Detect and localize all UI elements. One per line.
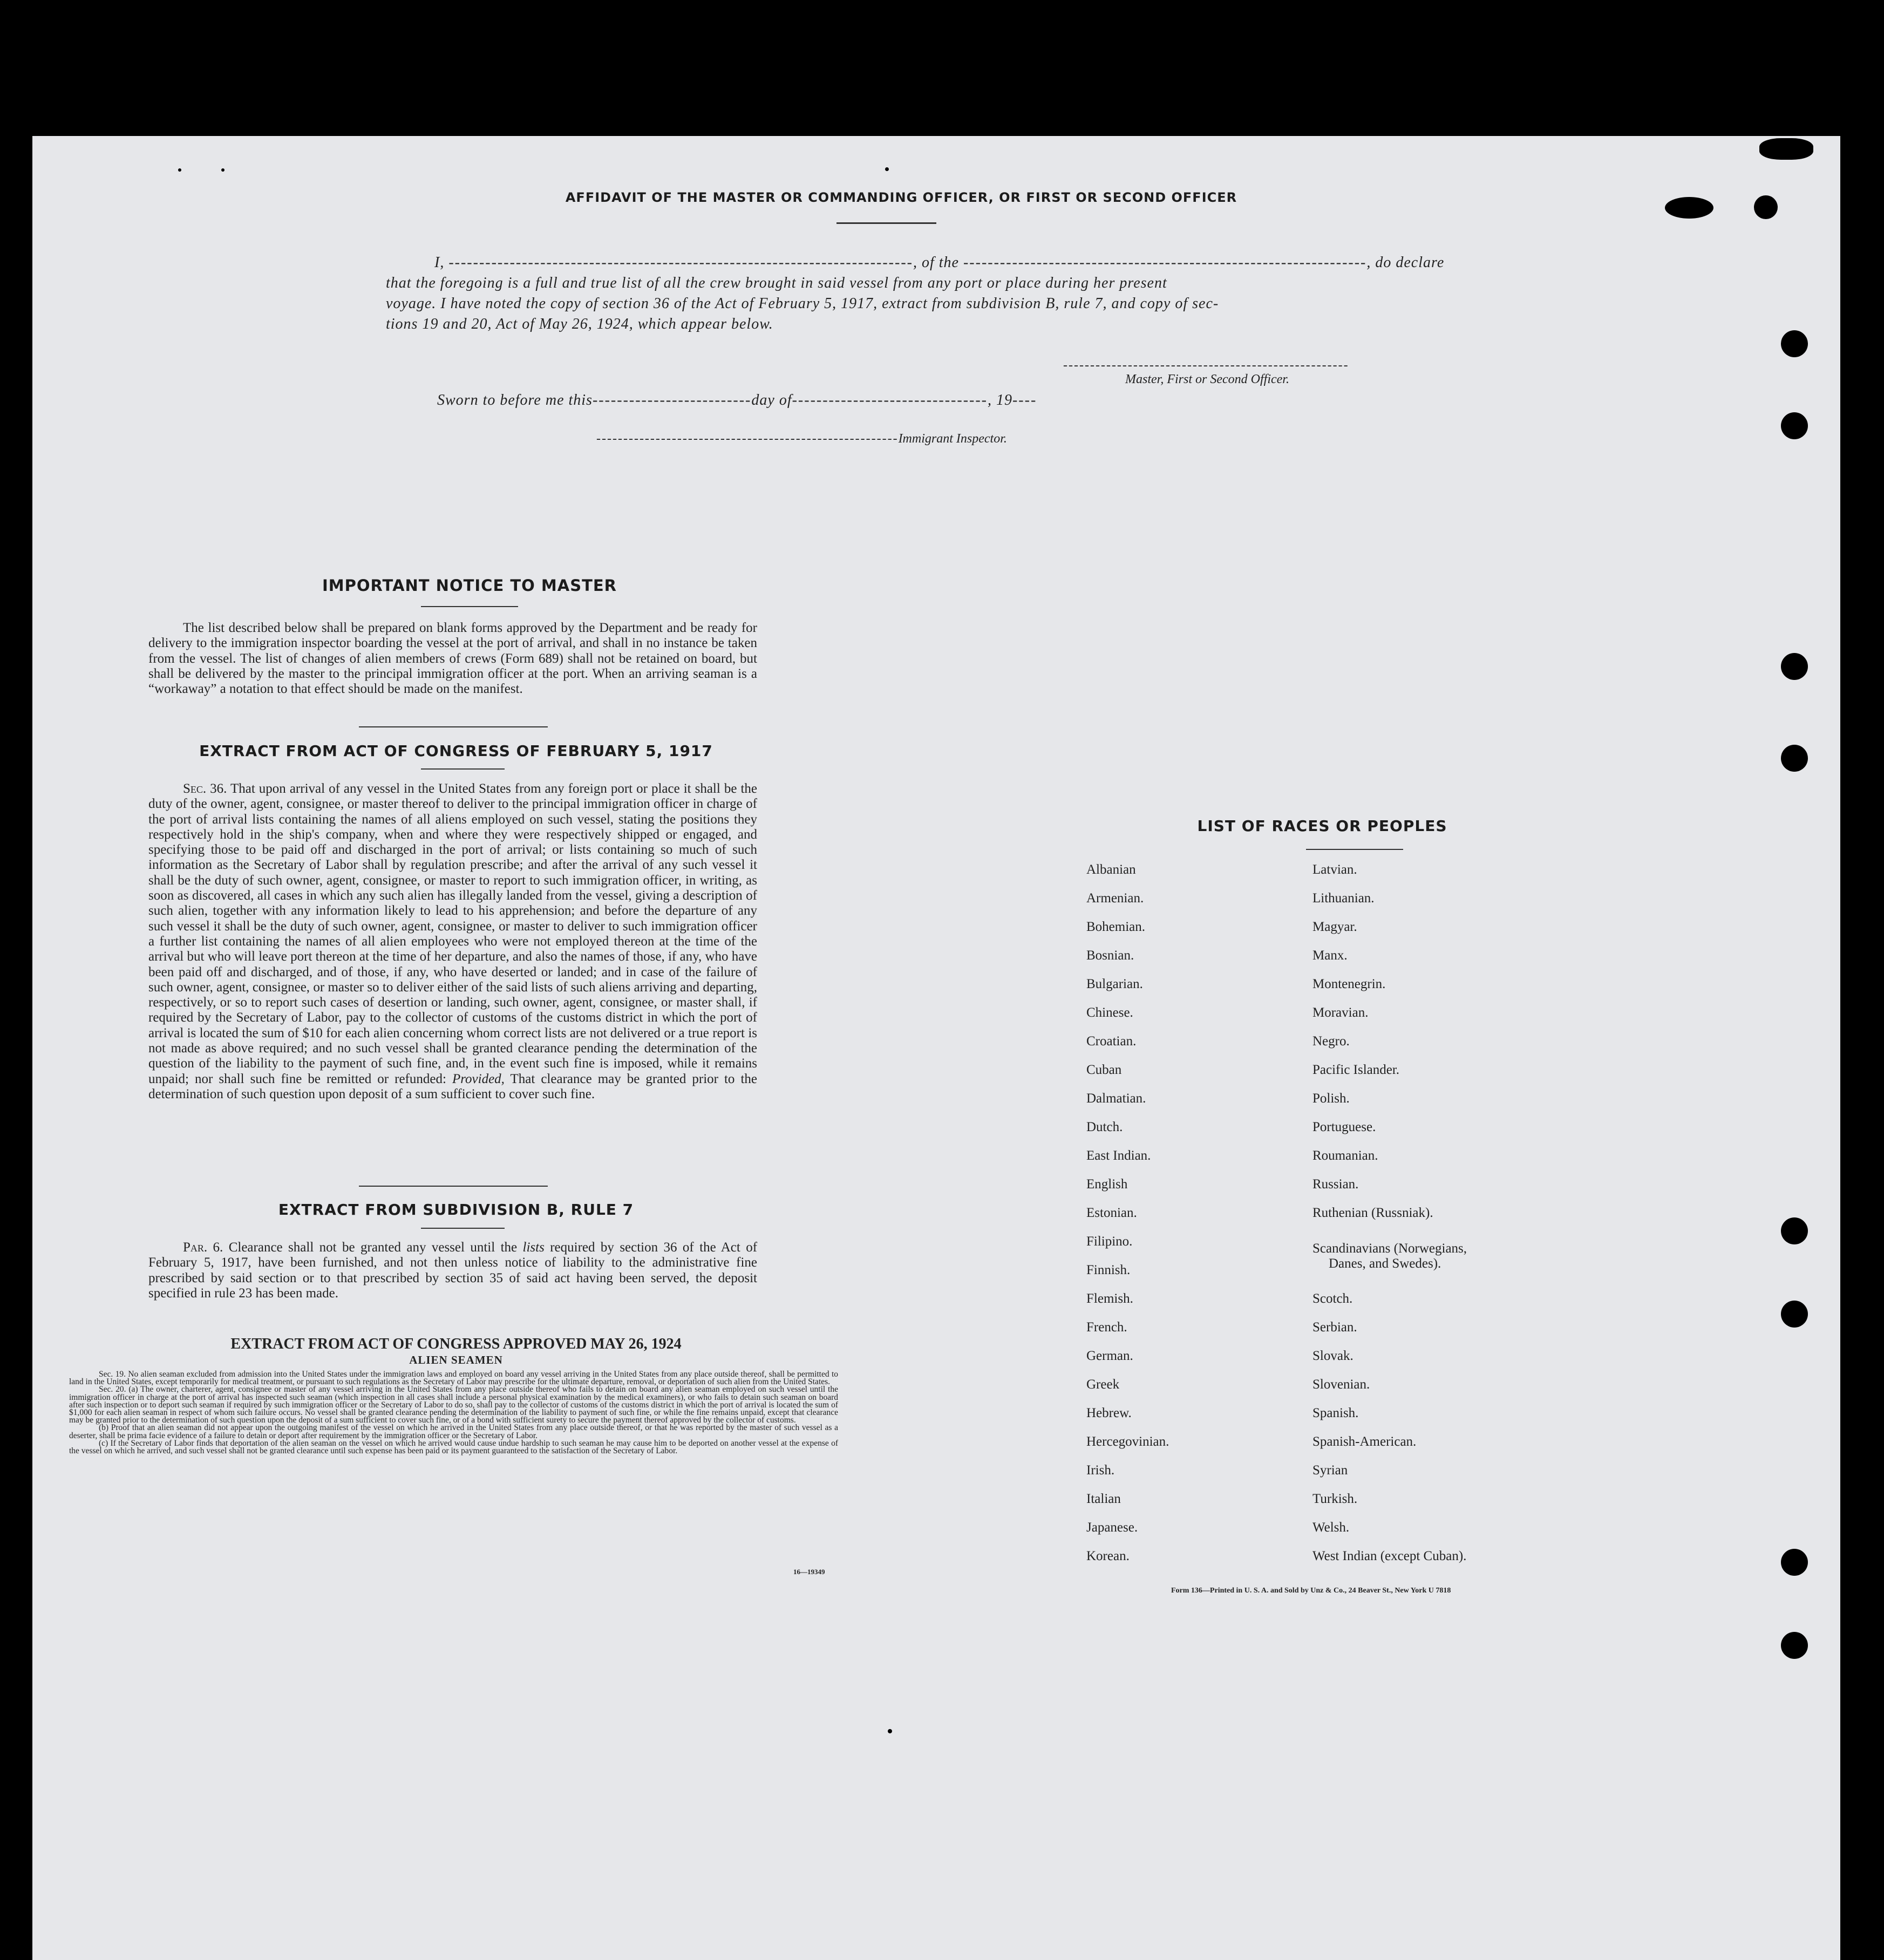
race-item: Syrian: [1312, 1463, 1348, 1478]
race-item: Latvian.: [1312, 862, 1357, 877]
race-item: Portuguese.: [1312, 1120, 1376, 1134]
race-item: Japanese.: [1086, 1520, 1138, 1535]
race-item: Welsh.: [1312, 1520, 1350, 1535]
speck: [888, 1729, 892, 1733]
race-item: Moravian.: [1312, 1005, 1369, 1020]
race-item: Albanian: [1086, 862, 1136, 877]
races-left-column: [1086, 862, 1291, 1585]
paragraph-text: Clearance shall not be granted any vessel until the: [228, 1240, 518, 1255]
of-the-label: , of the: [913, 254, 959, 271]
section-label: Sec. 36.: [183, 781, 227, 796]
section-19: Sec. 19. No alien seaman excluded from admission into the United States under the immigration laws and employed on board any vessel arriving in the United States from any place outside thereof, shall be permitted to land in the United States, except temporarily for medical treatment, or pursuant to such regulations as the Secretary of Labor may prescribe for the ultimate departure, removal, or deportation of such alien from the United States.: [69, 1370, 838, 1387]
race-item: Dutch.: [1086, 1120, 1123, 1134]
race-item: French.: [1086, 1320, 1127, 1335]
sworn-line: [437, 392, 1037, 409]
race-item: Croatian.: [1086, 1034, 1137, 1049]
race-item: Lithuanian.: [1312, 891, 1375, 906]
race-item: Polish.: [1312, 1091, 1350, 1106]
race-item: Bulgarian.: [1086, 977, 1143, 991]
race-item: Korean.: [1086, 1549, 1130, 1563]
extract-1924-title: EXTRACT FROM ACT OF CONGRESS APPROVED MAY 26, 1924: [230, 1336, 682, 1352]
inspector-line: [596, 432, 1007, 446]
year-label: , 19: [987, 392, 1012, 409]
race-item: Flemish.: [1086, 1291, 1133, 1306]
corner-tear: [1759, 138, 1813, 160]
inspector-label: Immigrant Inspector.: [898, 432, 1007, 446]
paragraph-label: Par. 6.: [183, 1240, 223, 1255]
section-text: That upon arrival of any vessel in the United States from any foreign port or place it shall be the duty of the owner, agent, consignee, or master thereof to deliver to the principal immigration officer in charge of the port of arrival lists containing the names of all aliens employed on such vessel, stating the positions they respectively hold in the ship's company, when and where they were respectively shipped or engaged, and specifying those to be paid off and discharged in the port of arrival; or lists containing so much of such information as the Secretary of Labor shall by regulation prescribe; and after the arrival of any such vessel it shall be the duty of such owner, agent, consignee, or master to report to such immigration officer, in writing, as soon as discovered, all cases in which any such alien has illegally landed from the vessel, giving a description of such alien, together with any information likely to lead to his apprehension; and before the departure of any such vessel it shall be the duty of such owner, agent, consignee, or master to deliver to such immigration officer a further list containing the names of all alien employees who were not employed thereon at the time of the arrival but who will leave port thereon at the time of her departure, and also the names of those, if any, who have been paid off and discharged, and of those, if any, who have deserted or landed; and in case of the failure of such owner, agent, consignee, or master so to deliver either of the said lists of such aliens arriving and departing, respectively, or so to report such cases of desertion or landing, such owner, agent, consignee, or master shall, if required by the Secretary of Labor, pay to the collector of customs of the customs district in which the port of arrival is located the sum of $10 for each alien concerning whom correct lists are not delivered or a true report is not made as above required; and no such vessel shall be granted clearance pending the determination of the question of the liability to the payment of such fine, and, in the event such fine is imposed, while it remains unpaid; nor shall such fine be remitted or refunded:: [148, 781, 757, 1086]
punch-hole: [1781, 1632, 1808, 1659]
race-item: Magyar.: [1312, 920, 1357, 934]
punch-hole: [1781, 653, 1808, 680]
race-item: English: [1086, 1177, 1128, 1192]
affidavit-line: tions 19 and 20, Act of May 26, 1924, which appear below.: [386, 316, 773, 332]
race-item: Estonian.: [1086, 1206, 1137, 1220]
race-item: Spanish.: [1312, 1406, 1359, 1420]
master-signature-label: Master, First or Second Officer.: [1125, 372, 1289, 386]
speck: [885, 167, 889, 171]
race-item: Dalmatian.: [1086, 1091, 1146, 1106]
section-20a: Sec. 20. (a) The owner, charterer, agent, consignee or master of any vessel arriving in the United States from any place outside thereof who fails to detain on board any alien seaman employed on such vessel until the immigration officer in charge at the port of arrival has inspected such seaman (which inspection in all cases shall include a personal physical examination by the medical examiners), or who fails to detain such seaman on board after such inspection or to deport such seaman if required by such immigration officer or the Secretary of Labor to do so, shall pay to the collector of customs of the customs district in which the port of arrival is located the sum of $1,000 for each alien seaman in respect of whom such failure occurs. No vessel shall be granted clearance pending the determination of the liability to payment of such fine, or while the fine remains unpaid, except that clearance may be granted prior to the determination of such question upon the deposit of a sum sufficient to cover such fine, or of a bond with sufficient surety to secure the payment thereof approved by the collector of customs.: [69, 1385, 838, 1425]
affidavit-line: that the foregoing is a full and true list of all the crew brought in said vessel from any port or place during her present: [386, 275, 1167, 291]
section-20c: (c) If the Secretary of Labor finds that deportation of the alien seaman on the vessel on which he arrived would cause undue hardship to such seaman he may cause him to be deported on another vessel at the expense of the vessel on which he arrived, and such vessel shall not be granted clearance until such expense has been paid or its payment guaranteed to the satisfaction of the Secretary of Labor.: [69, 1438, 838, 1456]
extract-1924-text: [69, 1371, 838, 1455]
race-item: Negro.: [1312, 1034, 1350, 1049]
extract-rule7-title: EXTRACT FROM SUBDIVISION B, RULE 7: [278, 1201, 634, 1219]
year-field[interactable]: ----: [1012, 392, 1037, 409]
ink-blot: [1665, 197, 1713, 219]
inspector-signature-field[interactable]: --------------------------------------------------------: [596, 432, 899, 446]
divider: [421, 606, 518, 607]
race-item: Bohemian.: [1086, 920, 1146, 934]
race-item: Chinese.: [1086, 1005, 1133, 1020]
punch-hole: [1781, 1549, 1808, 1576]
race-item: Greek: [1086, 1377, 1120, 1392]
race-item: Slovenian.: [1312, 1377, 1370, 1392]
form-code: 16—19349: [793, 1568, 825, 1576]
form-footer: Form 136—Printed in U. S. A. and Sold by Unz & Co., 24 Beaver St., New York U 7818: [1171, 1587, 1451, 1595]
race-item: West Indian (except Cuban).: [1312, 1549, 1467, 1563]
race-item: Italian: [1086, 1492, 1121, 1506]
month-field[interactable]: --------------------------------: [792, 392, 988, 409]
divider: [421, 1228, 505, 1229]
divider: [359, 1186, 548, 1187]
extract-rule7-text: [148, 1240, 757, 1301]
alien-seamen-subtitle: ALIEN SEAMEN: [409, 1353, 503, 1366]
race-item: Scandinavians (Norwegians,: [1312, 1241, 1467, 1256]
race-item: Russian.: [1312, 1177, 1359, 1192]
punch-hole: [1781, 1217, 1808, 1244]
speck: [178, 168, 181, 172]
race-item: German.: [1086, 1349, 1133, 1363]
name-field[interactable]: ----------------------------------------------------------------------------: [448, 254, 913, 271]
race-item: Danes, and Swedes).: [1329, 1256, 1441, 1271]
race-item: East Indian.: [1086, 1148, 1151, 1163]
race-item: Bosnian.: [1086, 948, 1134, 963]
races-title: LIST OF RACES OR PEOPLES: [1197, 817, 1447, 835]
punch-hole: [1781, 745, 1808, 772]
sworn-label: Sworn to before me this: [437, 392, 593, 409]
affidavit-line: voyage. I have noted the copy of section 36 of the Act of February 5, 1917, extract from subdivision B, rule 7, and copy of sec-: [386, 295, 1219, 312]
race-item: Serbian.: [1312, 1320, 1357, 1335]
race-item: Pacific Islander.: [1312, 1063, 1400, 1077]
notice-text: The list described below shall be prepared on blank forms approved by the Department and be ready for delivery to the immigration inspector boarding the vessel at the port of arrival, and shall in no instance be taken from the vessel. The list of changes of alien members of crews (Form 689) shall not be retained on board, but shall be delivered by the master to the principal immigration officer at the port. When an arriving seaman is a “workaway” a notation to that effect should be made on the manifest.: [148, 621, 757, 697]
section-text-end: That clearance may be granted prior to the determination of such question upon deposit of a sum sufficient to cover such fine.: [148, 1071, 758, 1101]
race-item: Irish.: [1086, 1463, 1115, 1478]
i-label: I,: [434, 254, 445, 271]
divider: [1306, 849, 1403, 850]
provided-label: Provided,: [452, 1071, 505, 1086]
race-item: Filipino.: [1086, 1234, 1133, 1249]
race-item: Manx.: [1312, 948, 1348, 963]
lists-term: lists: [522, 1240, 545, 1255]
race-item: Hebrew.: [1086, 1406, 1132, 1420]
race-item: Cuban: [1086, 1063, 1122, 1077]
punch-hole: [1754, 195, 1778, 219]
race-item: Turkish.: [1312, 1492, 1358, 1506]
do-declare-label: , do declare: [1366, 254, 1445, 271]
race-item: Montenegrin.: [1312, 977, 1386, 991]
vessel-field[interactable]: ------------------------------------------------------------------: [963, 254, 1367, 271]
affidavit-title: AFFIDAVIT OF THE MASTER OR COMMANDING OFFICER, OR FIRST OR SECOND OFFICER: [565, 190, 1237, 205]
day-of-label: day of: [751, 392, 792, 409]
race-item: Ruthenian (Russniak).: [1312, 1206, 1433, 1220]
day-field[interactable]: --------------------------: [592, 392, 752, 409]
section-20b: (b) Proof that an alien seaman did not appear upon the outgoing manifest of the vessel on which he arrived in the United States from any place outside thereof, or that he was reported by the master of such vessel as a deserter, shall be prima facie evidence of a failure to detain or deport after requirement by the immigration officer or the Secretary of Labor.: [69, 1423, 838, 1440]
race-item: Hercegovinian.: [1086, 1434, 1169, 1449]
speck: [221, 168, 225, 172]
races-right-column: [1312, 862, 1572, 1585]
punch-hole: [1781, 412, 1808, 439]
master-signature-line[interactable]: -----------------------------------------------------: [1063, 358, 1349, 372]
notice-title: IMPORTANT NOTICE TO MASTER: [322, 576, 617, 595]
affidavit-text: [386, 253, 1445, 335]
divider: [421, 768, 505, 770]
divider: [836, 222, 936, 224]
divider: [359, 726, 548, 727]
punch-hole: [1781, 330, 1808, 357]
race-item: Spanish-American.: [1312, 1434, 1417, 1449]
paragraph-text-end: required by section 36 of the Act of February 5, 1917, have been furnished, and not then unless notice of liability to the administrative fine prescribed by said section or to that prescribed by section 35 of said act having been served, the deposit specified in rule 23 has been made.: [148, 1240, 758, 1301]
extract-1917-text: [148, 781, 757, 1102]
race-item: Roumanian.: [1312, 1148, 1378, 1163]
punch-hole: [1781, 1301, 1808, 1328]
race-item: Slovak.: [1312, 1349, 1354, 1363]
race-item: Armenian.: [1086, 891, 1144, 906]
race-item: Finnish.: [1086, 1263, 1131, 1277]
extract-1917-title: EXTRACT FROM ACT OF CONGRESS OF FEBRUARY 5, 1917: [199, 742, 713, 760]
race-item: Scotch.: [1312, 1291, 1353, 1306]
